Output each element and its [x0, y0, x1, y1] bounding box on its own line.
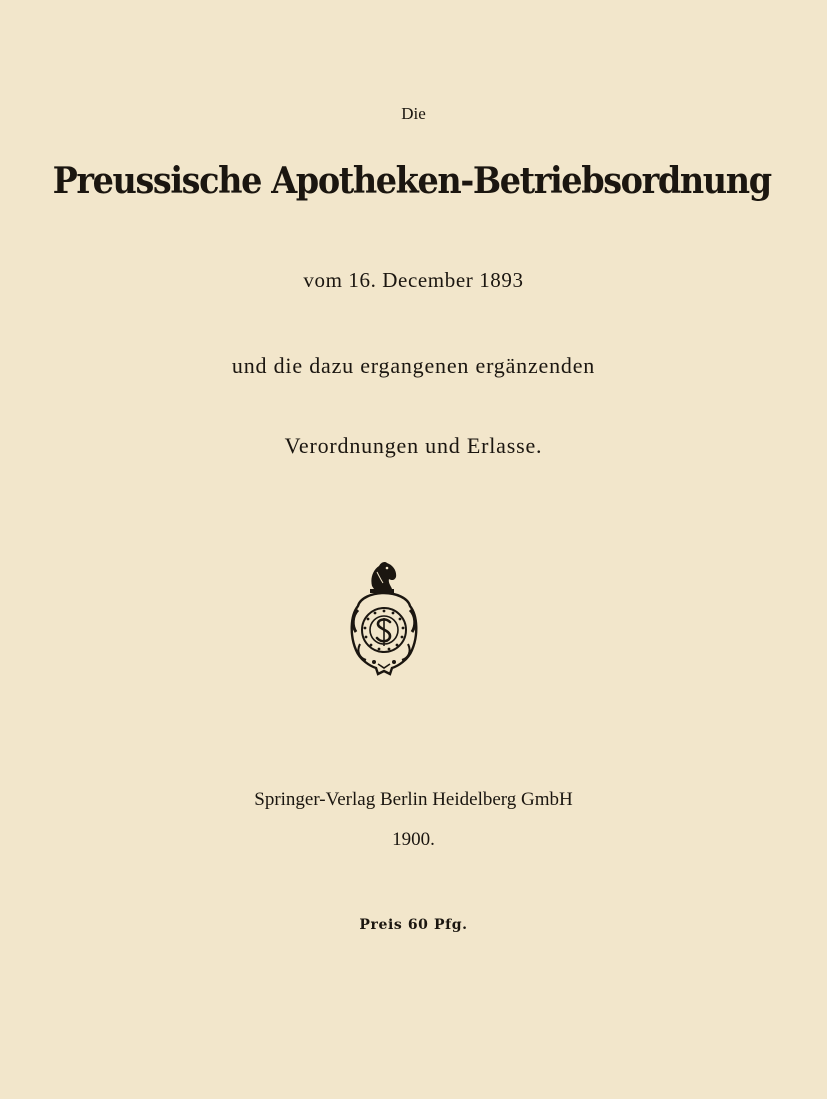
publication-year: 1900.	[392, 829, 435, 850]
publisher-line: Springer-Verlag Berlin Heidelberg GmbH	[254, 789, 573, 810]
book-title: Preussische Apotheken-Betriebsordnung	[52, 160, 771, 202]
price-line: Preis 60 Pfg.	[359, 917, 468, 933]
pre-title: Die	[401, 104, 426, 123]
date-line: vom 16. December 1893	[303, 268, 524, 292]
subtitle-line-2: Verordnungen und Erlasse.	[284, 433, 543, 458]
subtitle-line-1: und die dazu ergangenen ergänzenden	[231, 353, 596, 378]
publisher-emblem-icon	[348, 556, 420, 680]
